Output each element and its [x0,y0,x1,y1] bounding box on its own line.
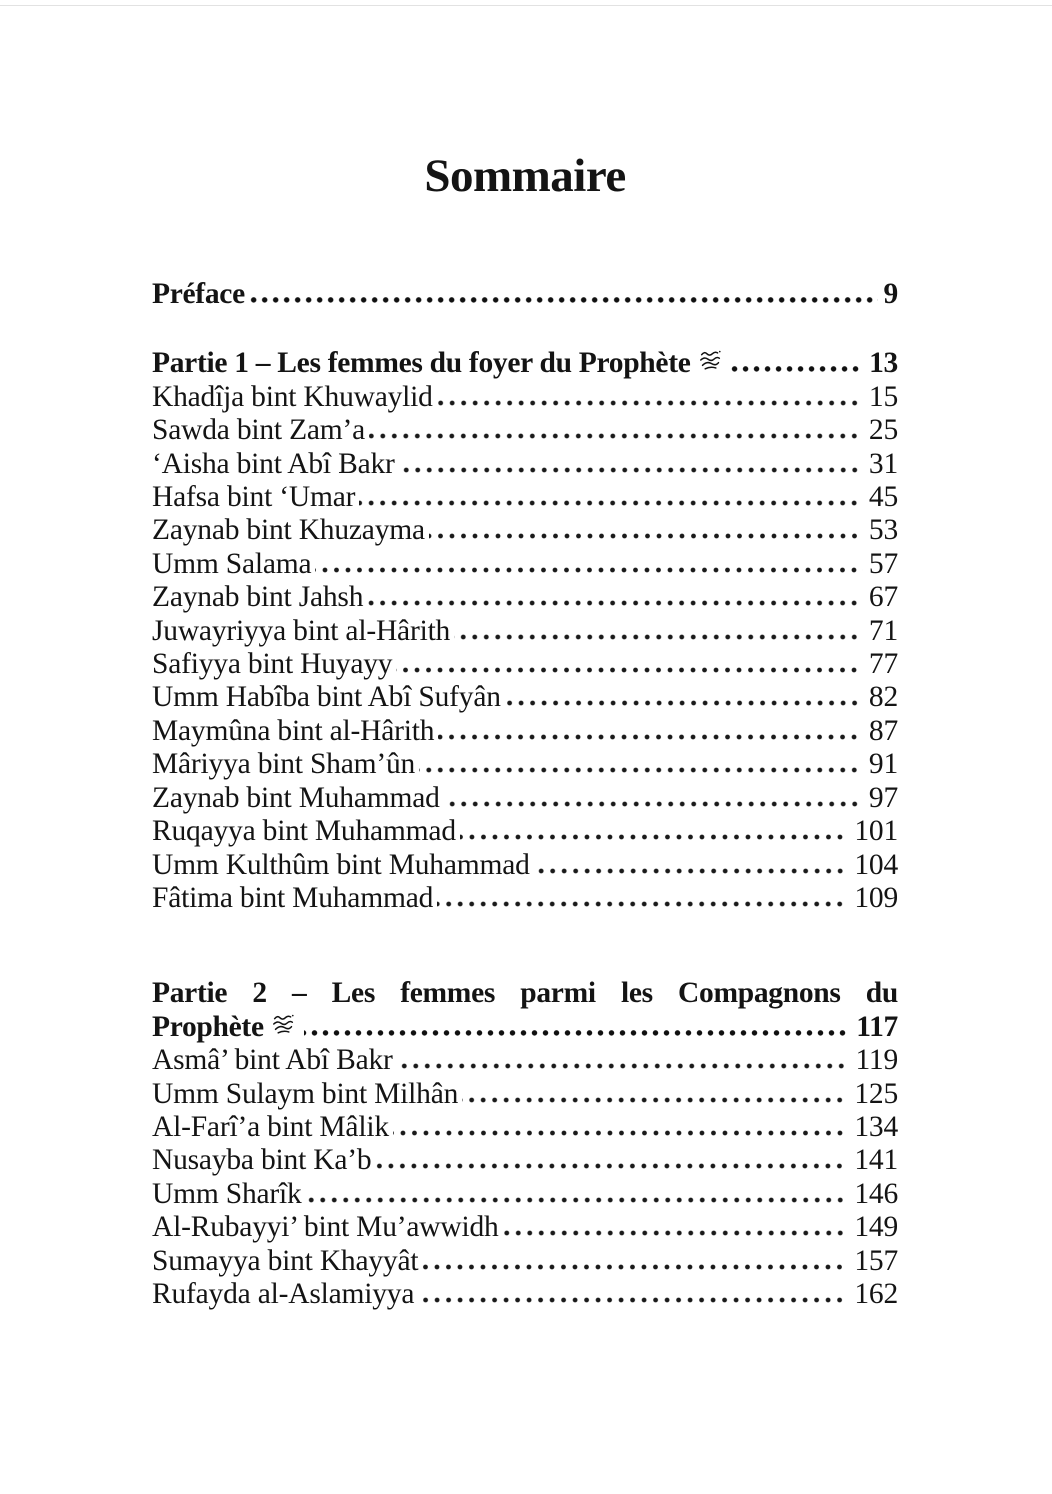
dot-leader [731,366,864,372]
toc-entry[interactable] [152,1144,898,1177]
dot-leader [438,734,863,740]
entry-label: Khadîja bint Khuwaylid [152,380,433,413]
dot-leader [462,1097,848,1103]
toc-entry[interactable] [152,1211,898,1244]
prophet-honorific-icon [699,348,722,372]
toc-entry[interactable] [152,414,898,447]
dot-leader [454,634,863,640]
toc-entry[interactable] [152,1111,898,1144]
entry-label: Nusayba bint Ka’b [152,1144,372,1177]
entry-label: ‘Aisha bint Abî Bakr [152,447,395,480]
section-heading-label: Prophète [152,1010,264,1043]
dot-leader [437,901,848,907]
entry-label: Al-Rubayyi’ bint Mu’awwidh [152,1211,499,1244]
entry-label: Umm Salama [152,547,312,580]
entry-page-number: 57 [868,547,898,580]
entry-page-number: 77 [868,648,898,681]
entry-label: Umm Sulaym bint Milhân [152,1077,459,1110]
entry-page-number: 157 [854,1244,898,1277]
toc-entry[interactable] [152,1245,898,1278]
entry-page-number: 101 [854,815,898,848]
entry-page-number: 146 [854,1177,898,1210]
toc-entry[interactable] [152,381,898,414]
entry-page-number: 109 [854,881,898,914]
toc-entry[interactable] [152,748,898,781]
toc-entry[interactable] [152,882,898,915]
entry-label: Maymûna bint al-Hârith [152,714,435,747]
section-1-heading[interactable] [152,347,898,380]
entry-label: Juwayriyya bint al-Hârith [152,614,451,647]
toc-list [152,278,898,1311]
dot-leader [418,1297,848,1303]
entry-page-number: 67 [868,581,898,614]
entry-page-number: 104 [854,848,898,881]
entry-label: Sumayya bint Khayyât [152,1244,419,1277]
entry-page-number: 25 [868,414,898,447]
entry-page-number: 45 [868,481,898,514]
entry-page-number: 134 [854,1110,898,1143]
entry-page-number: 87 [868,714,898,747]
entry-label: Zaynab bint Khuzayma [152,514,425,547]
entry-label: Préface [152,278,245,310]
entry-label: Asmâ’ bint Abî Bakr [152,1044,393,1077]
dot-leader [399,467,863,473]
section-heading-label: Partie 1 – Les femmes du foyer du Prophète [152,347,691,380]
dot-leader [505,700,863,706]
entry-page-number: 71 [868,614,898,647]
entry-label: Umm Habîba bint Abî Sufyân [152,681,501,714]
entry-page-number: 91 [868,748,898,781]
toc-entry[interactable] [152,615,898,648]
toc-entry[interactable] [152,481,898,514]
section-1-entries [152,381,898,916]
entry-label: Safiyya bint Huyayy [152,648,393,681]
section-heading-line1: Partie 2 – Les femmes parmi les Compagnons du [152,977,898,1010]
toc-entry[interactable] [152,1178,898,1211]
dot-leader [419,767,863,773]
section-2-entries [152,1044,898,1311]
entry-label: Rufayda al-Aslamiyya [152,1277,415,1310]
dot-leader [306,1197,849,1203]
toc-entry-preface[interactable] [152,278,898,311]
toc-entry[interactable] [152,681,898,714]
entry-label: Zaynab bint Jahsh [152,581,364,614]
dot-leader [375,1163,848,1169]
entry-label: Umm Sharîk [152,1177,302,1210]
section-page-number: 13 [869,347,898,380]
toc-section-2 [152,977,898,1311]
entry-label: Al-Farî’a bint Mâlik [152,1110,389,1143]
toc-entry[interactable] [152,448,898,481]
entry-page-number: 119 [855,1044,898,1077]
dot-leader [444,801,863,807]
dot-leader [429,533,863,539]
entry-page-number: 149 [854,1211,898,1244]
dot-leader [437,400,863,406]
toc-page [152,0,898,1311]
toc-entry[interactable] [152,849,898,882]
dot-leader [393,1130,848,1136]
entry-label: Sawda bint Zam’a [152,414,366,447]
entry-page-number: 97 [868,781,898,814]
dot-leader [359,500,863,506]
prophet-honorific-icon [272,1012,295,1036]
entry-label: Umm Kulthûm bint Muhammad [152,848,530,881]
toc-entry[interactable] [152,1078,898,1111]
entry-page-number: 31 [868,447,898,480]
entry-label: Ruqayya bint Muhammad [152,815,456,848]
entry-label: Zaynab bint Muhammad [152,781,440,814]
dot-leader [422,1264,848,1270]
section-2-heading[interactable] [152,977,898,1044]
page-title: Sommaire [424,150,626,202]
toc-entry[interactable] [152,581,898,614]
entry-page-number: 125 [854,1077,898,1110]
dot-leader [534,868,849,874]
dot-leader [460,834,848,840]
entry-page-number: 9 [883,278,898,310]
dot-leader [396,667,863,673]
dot-leader [249,297,878,303]
toc-entry[interactable] [152,715,898,748]
toc-entry[interactable] [152,782,898,815]
dot-leader [503,1230,849,1236]
toc-entry[interactable] [152,514,898,547]
entry-page-number: 141 [854,1144,898,1177]
toc-section-1 [152,347,898,915]
dot-leader [397,1063,850,1069]
dot-leader [304,1030,851,1036]
dot-leader [367,600,863,606]
section-page-number: 117 [856,1010,898,1043]
entry-page-number: 162 [854,1277,898,1310]
section-heading-line2 [152,1011,898,1044]
toc-entry[interactable] [152,648,898,681]
dot-leader [369,433,863,439]
toc-entry[interactable] [152,548,898,581]
entry-page-number: 53 [868,514,898,547]
toc-entry[interactable] [152,1278,898,1311]
entry-label: Mâriyya bint Sham’ûn [152,748,416,781]
toc-entry[interactable] [152,815,898,848]
entry-page-number: 82 [868,681,898,714]
entry-page-number: 15 [868,380,898,413]
entry-label: Fâtima bint Muhammad [152,881,434,914]
toc-entry[interactable] [152,1044,898,1077]
dot-leader [315,567,862,573]
entry-label: Hafsa bint ‘Umar [152,481,356,514]
